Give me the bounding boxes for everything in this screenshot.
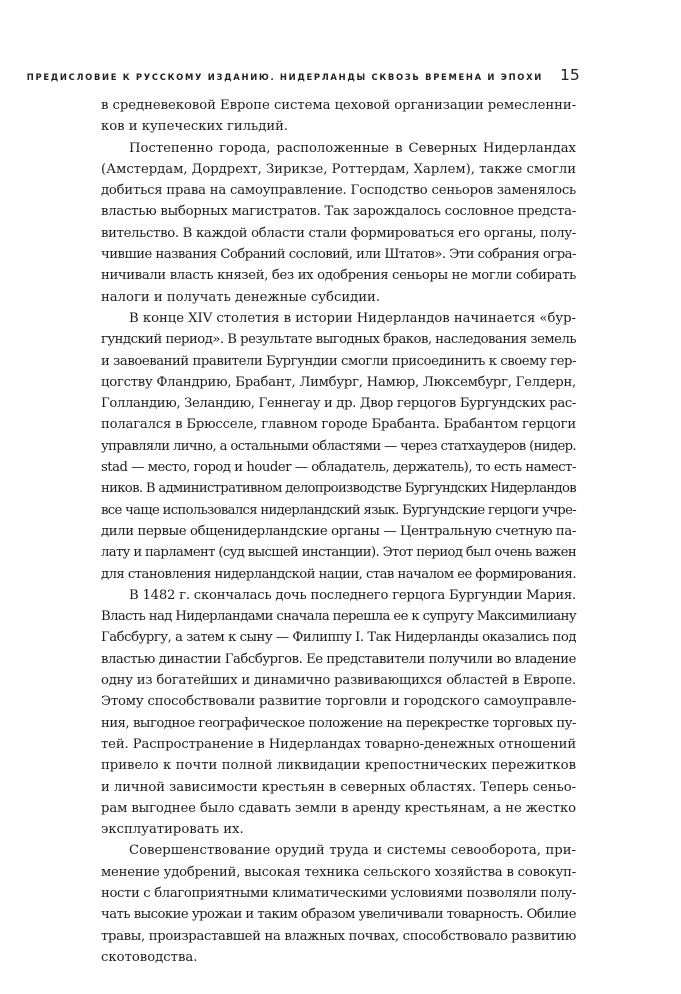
text-line: Постепенно города, расположенные в Северных Нидерландах <box>129 140 576 156</box>
text-line: добиться права на самоуправление. Господство сеньоров заменялось <box>101 183 576 199</box>
text-line: привело к почти полной ликвидации крепостнических пережитков <box>101 758 576 774</box>
text-line: все чаще использовался нидерландский язык. Бургундские герцоги учре- <box>101 502 576 518</box>
text-line: эксплуатировать их. <box>101 822 244 838</box>
text-line: скотоводства. <box>101 949 198 965</box>
text-line: ния, выгодное географическое положение на перекрестке торговых пу- <box>101 715 576 731</box>
text-line: Совершенствование орудий труда и системы севооборота, при- <box>129 843 576 859</box>
text-line: в средневековой Европе система цеховой организации ремесленни- <box>101 98 576 113</box>
text-line: ности с благоприятными климатическими условиями позволяли полу- <box>101 885 576 901</box>
text-line: и завоеваний правители Бургундии смогли присоединить к своему гер- <box>101 353 576 369</box>
text-line: Этому способствовали развитие торговли и городского самоуправле- <box>101 694 576 710</box>
text-line: лату и парламент (суд высшей инстанции). Этот период был очень важен <box>101 545 576 561</box>
text-line: (Амстердам, Дордрехт, Зирикзе, Роттердам, Харлем), также смогли <box>101 161 576 177</box>
text-line: гундский период». В результате выгодных браков, наследования земель <box>101 332 576 348</box>
text-line: и личной зависимости крестьян в северных областях. Теперь сеньо- <box>101 779 576 795</box>
text-line: Голландию, Зеландию, Геннегау и др. Двор герцогов Бургундских рас- <box>101 396 576 412</box>
text-line: полагался в Брюсселе, главном городе Брабанта. Брабантом герцоги <box>101 417 576 433</box>
running-header <box>0 66 681 92</box>
text-line: тей. Распространение в Нидерландах товарно-денежных отношений <box>101 736 576 752</box>
text-line: властью выборных магистратов. Так зарождалось сословное предста- <box>101 204 576 220</box>
text-line: цогству Фландрию, Брабант, Лимбург, Намюр, Люксембург, Гелдерн, <box>101 374 576 390</box>
text-line: налоги и получать денежные субсидии. <box>101 289 381 305</box>
text-line: травы, произраставшей на влажных почвах, способствовало развитию <box>101 928 576 944</box>
page-number: 15 <box>560 66 580 84</box>
text-line: вительство. В каждой области стали формироваться его органы, полу- <box>101 225 576 241</box>
text-line: управляли лично, а остальными областями — через статхаудеров (нидер. <box>101 438 576 454</box>
text-line: Габсбургу, а затем к сыну — Филиппу I. Так Нидерланды оказались под <box>101 630 576 646</box>
text-line: властью династии Габсбургов. Ее представители получили во владение <box>101 651 576 667</box>
text-line: Власть над Нидерландами сначала перешла ее к супругу Максимилиану <box>101 609 576 625</box>
text-line: одну из богатейших и динамично развивающихся областей в Европе. <box>101 673 576 689</box>
text-line: рам выгоднее было сдавать земли в аренду крестьянам, а не жестко <box>101 800 576 816</box>
text-line: ничивали власть князей, без их одобрения сеньоры не могли собирать <box>101 268 576 284</box>
text-line: чать высокие урожаи и таким образом увеличивали товарность. Обилие <box>101 907 577 923</box>
text-line: ников. В административном делопроизводстве Бургундских Нидерландов <box>101 481 576 497</box>
chapter-title: ПРЕДИСЛОВИЕ К РУССКОМУ ИЗДАНИЮ. НИДЕРЛАНДЫ СКВОЗЬ ВРЕМЕНА И ЭПОХИ <box>26 72 543 82</box>
text-line: ков и купеческих гильдий. <box>101 119 289 135</box>
text-line: для становления нидерландской нации, став началом ее формирования. <box>101 566 576 582</box>
body-text <box>101 95 576 968</box>
text-line: чившие названия Собраний сословий, или Штатов». Эти собрания огра- <box>101 247 576 263</box>
text-line: менение удобрений, высокая техника сельского хозяйства в совокуп- <box>101 864 576 880</box>
text-line: В 1482 г. скончалась дочь последнего герцога Бургундии Мария. <box>129 587 576 603</box>
text-line: stad — место, город и houder — обладатель, держатель), то есть намест- <box>101 460 576 476</box>
text-line: В конце XIV столетия в истории Нидерландов начинается «бур- <box>129 310 576 326</box>
text-line: дили первые общенидерландские органы — Центральную счетную па- <box>101 523 576 539</box>
